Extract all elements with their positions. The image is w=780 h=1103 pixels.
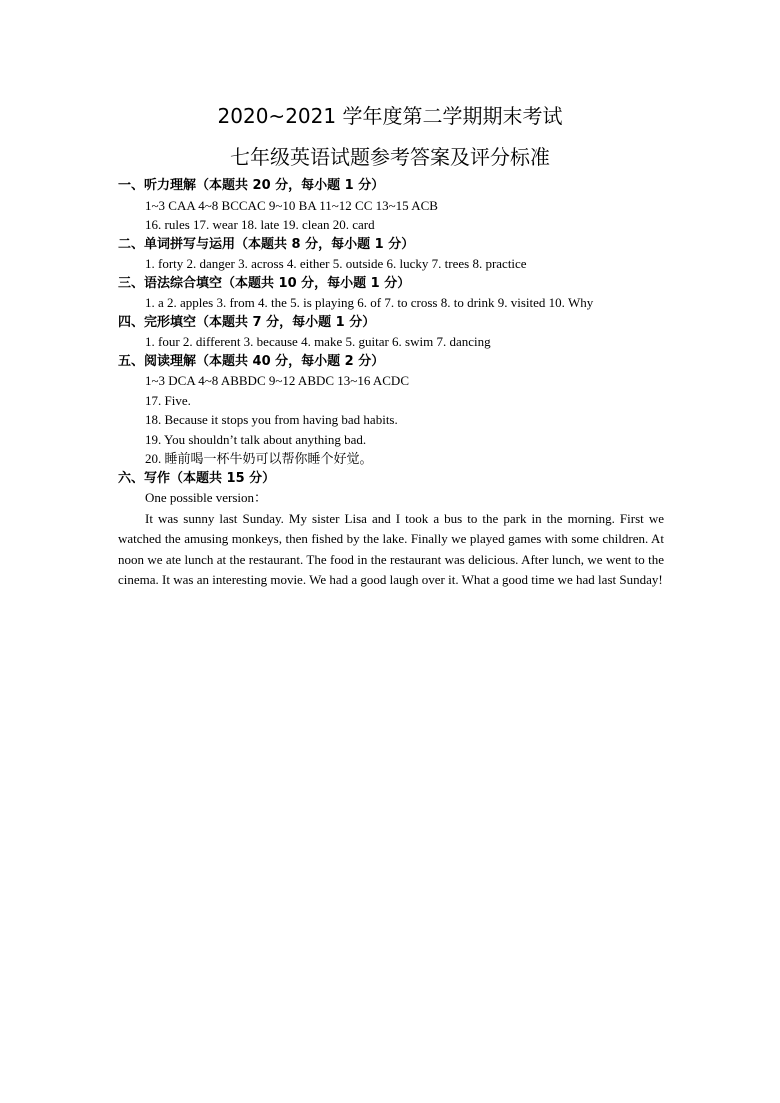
answer-line: 17. Five. (145, 392, 191, 408)
section-heading-reading: 五、阅读理解（本题共 40 分，每小题 2 分） (118, 353, 385, 369)
section-heading-cloze: 四、完形填空（本题共 7 分，每小题 1 分） (118, 314, 376, 330)
answer-line: 1~3 DCA 4~8 ABBDC 9~12 ABDC 13~16 ACDC (145, 373, 409, 388)
answer-content (118, 176, 664, 591)
answer-line: 19. You shouldn’t talk about anything bad. (145, 431, 367, 447)
answer-line: 16. rules 17. wear 18. late 19. clean 20. card (145, 217, 375, 232)
answer-key-title: 七年级英语试题参考答案及评分标准 (230, 145, 550, 169)
exam-title: 2020~2021 学年度第二学期期末考试 (217, 104, 563, 128)
answer-line: 1. forty 2. danger 3. across 4. either 5. outside 6. lucky 7. trees 8. practice (145, 256, 527, 271)
answer-line: 1. four 2. different 3. because 4. make 5. guitar 6. swim 7. dancing (145, 334, 491, 349)
answer-line: 20. 睡前喝一杯牛奶可以帮你睡个好觉。 (145, 451, 373, 466)
answer-line: One possible version： (145, 490, 268, 505)
answer-line: 1. a 2. apples 3. from 4. the 5. is playing 6. of 7. to cross 8. to drink 9. visited 10. Why (145, 295, 594, 310)
answer-line: 1~3 CAA 4~8 BCCAC 9~10 BA 11~12 CC 13~15 ACB (145, 197, 438, 213)
sample-essay: It was sunny last Sunday. My sister Lisa and I took a bus to the park in the morning. First we watched the amusing monkeys, then fished by the lake. Finally we played games with some children. At noon we ate lunch at the restaurant. The food in the restaurant was delicious. After lunch, we went to the cinema. It was an interesting movie. We had a good laugh over it. What a good time we had last Sunday! (118, 510, 664, 587)
section-heading-listening: 一、听力理解（本题共 20 分，每小题 1 分） (118, 178, 385, 193)
section-heading-writing: 六、写作（本题共 15 分） (118, 470, 276, 486)
section-heading-spelling: 二、单词拼写与运用（本题共 8 分，每小题 1 分） (118, 236, 415, 252)
section-heading-grammar: 三、语法综合填空（本题共 10 分，每小题 1 分） (118, 275, 411, 291)
answer-line: 18. Because it stops you from having bad habits. (145, 412, 398, 427)
